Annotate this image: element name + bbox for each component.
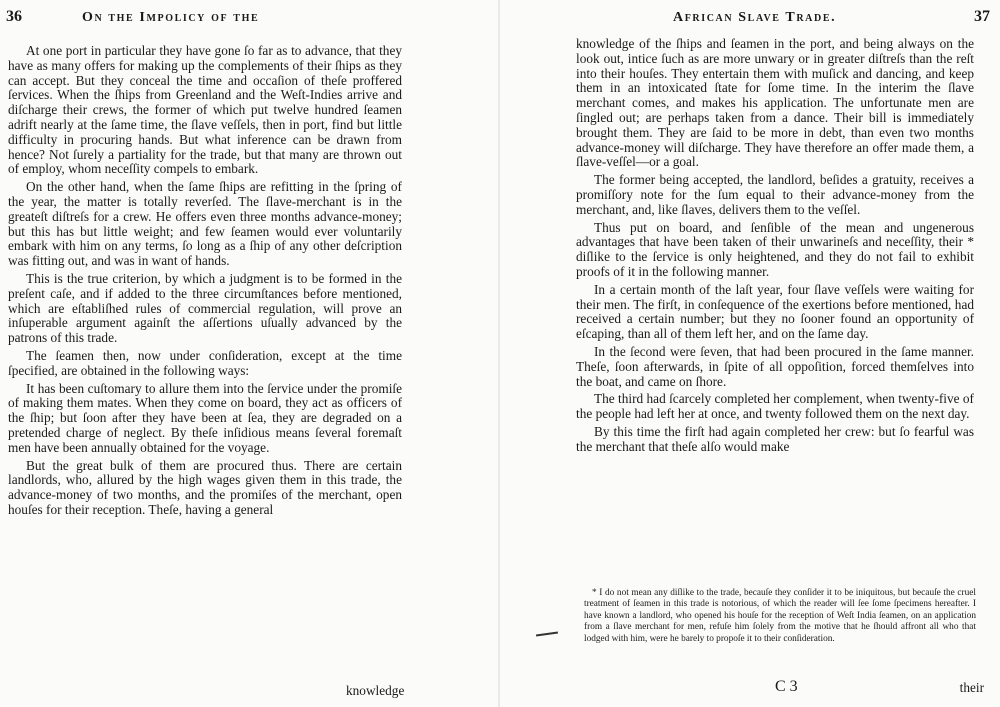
paragraph: On the other hand, when the ſame ſhips are refitting in the ſpring of the year, the matter is totally reverſed. The ſlave-merchant is in the greateſt diſtreſs for a crew. He offers even three months advance-money; but this has but little weight; and few ſeamen would ever voluntarily embark with him on any terms, ſo long as a ſhip of any other deſcription was fitting out, and was in want of hands. (8, 179, 402, 269)
paragraph: The former being accepted, the landlord, beſides a gratuity, receives a promiſſory note for the ſum equal to their advance-money from the merchant, and, like ſlaves, delivers them to the veſſel. (576, 172, 974, 217)
signature-mark: C 3 (775, 678, 798, 695)
right-text-block (576, 37, 974, 458)
left-page-number: 36 (6, 8, 22, 25)
paragraph: But the great bulk of them are procured thus. There are certain landlords, who, allured by the high wages given them in this trade, the advance-money of two months, and the promiſes of the merchant, open houſes for their reception. Theſe, having a general (8, 457, 402, 517)
left-catchword: knowledge (346, 683, 405, 698)
right-running-head: African Slave Trade. (673, 10, 837, 25)
left-running-head: On the Impolicy of the (82, 10, 260, 25)
paragraph: knowledge of the ſhips and ſeamen in the port, and being always on the look out, intice ſuch as are more unwary or in greater diſtreſs than the reſt into their houſes. They entertain them with muſick and dancing, and keep them in an intoxicated ſtate for ſome time. In the interim the ſlave merchant comes, and makes his application. The unfortunate men are ſingled out; are perhaps taken from a dance. Their bill is immediately brought them. They are ſaid to be more in debt, than even two months advance-money will diſcharge. They have therefore an offer made them, a ſlave-veſſel—or a goal. (576, 36, 974, 170)
right-page (500, 0, 1000, 707)
paragraph: The third had ſcarcely completed her complement, when twenty-five of the people had left her at once, and twenty followed them on the next day. (576, 391, 974, 422)
paragraph: Thus put on board, and ſenſible of the mean and ungenerous advantages that have been taken of their unwarineſs and neceſſity, their * diſlike to the ſervice is only heightened, and they do not fail to exhibit proofs of it in the following manner. (576, 219, 974, 279)
paragraph: At one port in particular they have gone ſo far as to advance, that they have as many offers for making up the complements of their ſhips as they can accept. But they conceal the time and occaſion of theſe proffered ſervices. When the ſhips from Greenland and the Weſt-Indies arrive and diſcharge their crews, the former of which put twelve hundred ſeamen adrift nearly at the ſame time, the ſlave veſſels, then in port, find but little difficulty in procuring hands. But what inference can be drawn from hence? Not ſurely a partiality for the trade, but that many are thrown out of employ, whom neceſſity compels to embark. (8, 43, 402, 177)
footnote (584, 588, 976, 645)
right-page-number: 37 (974, 8, 990, 25)
margin-mark (536, 631, 558, 636)
footnote-text: * I do not mean any diſlike to the trade, becauſe they conſider it to be iniquitous, but becauſe the cruel treatment of ſeamen in this trade is notorious, of which the reader will ſee ſome ſpecimens hereafter. I have known a landlord, who opened his houſe for the reception of Weſt India ſeamen, on an application from a ſlave merchant for men, refuſe him ſolely from the motive that he ſhould affront all who that lodged with him, were he barely to propoſe it to their conſideration. (584, 588, 976, 644)
right-catchword: their (959, 680, 984, 695)
paragraph: In the ſecond were ſeven, that had been procured in the ſame manner. Theſe, ſoon afterwards, in ſpite of all oppoſition, forced themſelves into the boat, and came on ſhore. (576, 343, 974, 389)
paragraph: It has been cuſtomary to allure them into the ſervice under the promiſe of making them mates. When they come on board, they act as officers of the ſhip; but ſoon after they have been at ſea, they are degraded on a pretended charge of neglect. By theſe inſidious means ſeveral foremaſt men have been annually obtained for the voyage. (8, 380, 402, 455)
paragraph: In a certain month of the laſt year, four ſlave veſſels were waiting for their men. The firſt, in conſequence of the exertions before mentioned, had received a certain number; but they no ſooner found an opportunity of eſcaping, than all of them left her, and on the ſame day. (576, 281, 974, 342)
paragraph: The ſeamen then, now under conſideration, except at the time ſpecified, are obtained in the following ways: (8, 347, 402, 378)
paragraph: This is the true criterion, by which a judgment is to be formed in the preſent caſe, and if added to the three circumſtances before mentioned, which are eſtabliſhed rules of commercial regulation, will prove an inſuperable argument againſt the aſſertions uſually advanced by the patrons of this trade. (8, 270, 402, 346)
paragraph: By this time the firſt had again completed her crew: but ſo fearful was the merchant that theſe alſo would make (576, 423, 974, 454)
left-text-block (8, 44, 402, 521)
